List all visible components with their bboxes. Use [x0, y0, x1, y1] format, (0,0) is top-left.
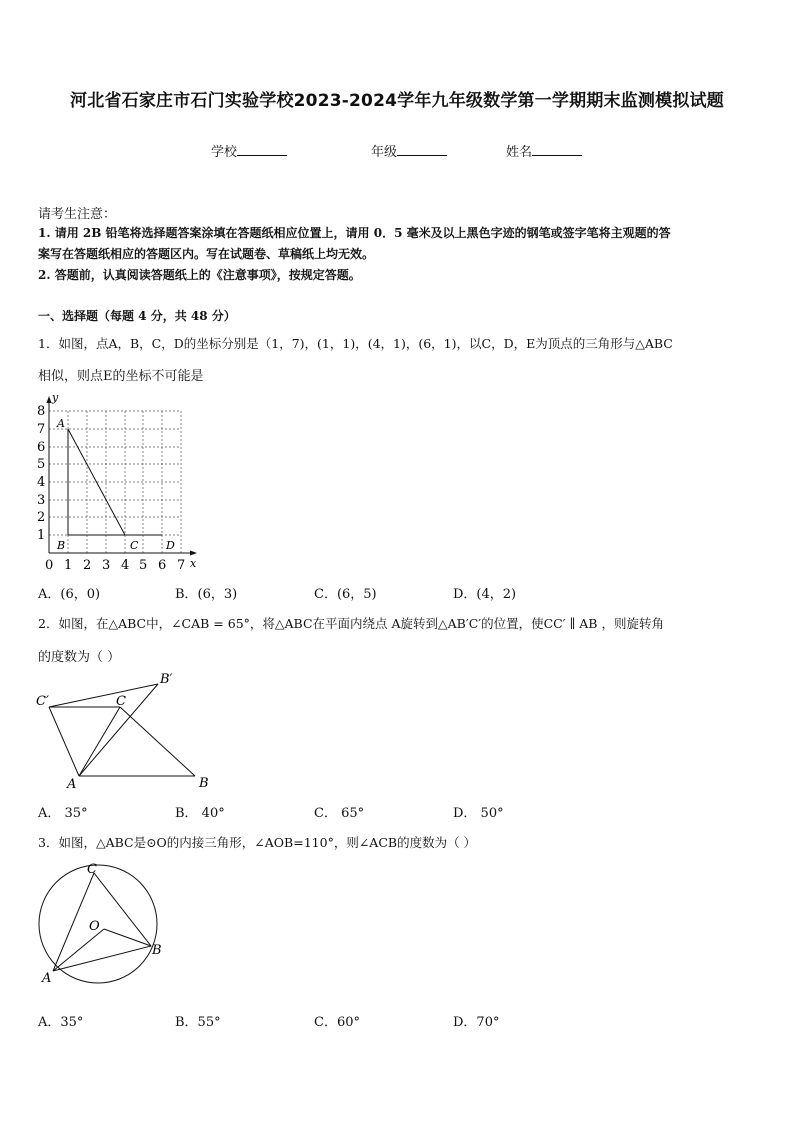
- q3-triangle-abc: [53, 873, 151, 971]
- q3-point-b-label: B: [152, 943, 162, 958]
- q1-y-axis-label: y: [52, 391, 59, 404]
- q2-point-a-label: A: [67, 777, 77, 792]
- q2-text-line2: 的度数为（ ）: [38, 650, 121, 665]
- q1-x-tick-3: 3: [102, 558, 111, 572]
- q1-option-b[interactable]: B．(6，3): [175, 587, 238, 602]
- q2-rotation-figure: [30, 665, 220, 793]
- notice-item1-line2: 案写在答题纸相应的答题区内。写在试题卷、草稿纸上均无效。: [38, 247, 375, 261]
- q2-point-b-label: B: [199, 776, 209, 791]
- q1-option-a[interactable]: A．(6，0): [38, 587, 101, 602]
- section1-heading: 一、选择题（每题 4 分，共 48 分）: [38, 309, 236, 323]
- q3-option-a[interactable]: A．35°: [38, 1015, 84, 1030]
- q1-coordinate-figure: [30, 390, 210, 572]
- q1-point-c-label: C: [130, 539, 139, 552]
- q1-option-d[interactable]: D．(4，2): [453, 587, 517, 602]
- q3-point-o-label: O: [89, 919, 100, 934]
- q1-y-tick-3: 3: [37, 493, 46, 508]
- q1-text-line1: 1．如图，点A，B，C，D的坐标分别是（1，7)，(1，1)，(4，1)，(6，1)，以C，D，E为顶点的三角形与△ABC: [38, 336, 673, 351]
- q1-y-tick-1: 1: [37, 528, 46, 543]
- q1-x-tick-7: 7: [177, 558, 186, 572]
- q1-point-a-label: A: [57, 417, 65, 430]
- q2-point-c-prime-label: C′: [36, 694, 49, 709]
- q1-y-tick-6: 6: [37, 440, 46, 455]
- q1-point-d-label: D: [166, 539, 175, 552]
- q1-triangle-abc: [68, 429, 125, 535]
- notice-heading: 请考生注意：: [38, 207, 117, 222]
- q1-point-b-label: B: [57, 539, 66, 552]
- q1-option-c[interactable]: C．(6，5): [314, 587, 377, 602]
- q2-side-ac-prime: [49, 707, 79, 776]
- q1-x-tick-2: 2: [83, 558, 92, 572]
- q2-side-cb: [120, 707, 195, 776]
- q1-x-tick-4: 4: [121, 558, 130, 572]
- q2-text-line1: 2．如图，在△ABC中，∠CAB = 65°，将△ABC在平面内绕点 A旋转到△AB′C′的位置，使CC′ ∥ AB ，则旋转角: [38, 616, 664, 631]
- q3-option-c[interactable]: C．60°: [314, 1015, 360, 1030]
- q1-x-tick-1: 1: [64, 558, 73, 572]
- q1-x-tick-6: 6: [158, 558, 167, 572]
- name-field: [506, 141, 582, 160]
- grade-field: [371, 141, 447, 160]
- q1-grid: [49, 411, 181, 553]
- school-label: 学校: [211, 145, 238, 160]
- q1-y-tick-2: 2: [37, 510, 46, 525]
- notice-item1-line1: 1. 请用 2B 铅笔将选择题答案涂填在答题纸相应位置上，请用 0．5 毫米及以上黑色字迹的钢笔或签字笔将主观题的答: [38, 226, 671, 240]
- q2-option-d[interactable]: D． 50°: [453, 806, 504, 821]
- page-title: 河北省石家庄市石门实验学校2023-2024学年九年级数学第一学期期末监测模拟试题: [70, 91, 724, 111]
- q2-point-c-label: C: [116, 694, 126, 709]
- q2-point-b-prime-label: B′: [160, 672, 173, 687]
- q2-option-c[interactable]: C． 65°: [314, 806, 365, 821]
- q3-text-line1: 3．如图，△ABC是⊙O的内接三角形，∠AOB=110°，则∠ACB的度数为（ ）: [38, 835, 477, 850]
- q3-point-c-label: C: [87, 862, 97, 877]
- q2-option-a[interactable]: A． 35°: [38, 806, 88, 821]
- q1-y-axis-arrow: [47, 396, 52, 403]
- q1-y-tick-4: 4: [37, 475, 46, 490]
- q3-option-b[interactable]: B．55°: [175, 1015, 221, 1030]
- name-blank: [532, 143, 582, 156]
- q1-x-tick-0: 0: [45, 558, 54, 572]
- name-label: 姓名: [506, 145, 533, 160]
- grade-blank: [397, 143, 447, 156]
- q3-point-a-label: A: [42, 971, 52, 986]
- q1-y-tick-8: 8: [37, 404, 46, 419]
- notice-item2: 2. 答题前，认真阅读答题纸上的《注意事项》，按规定答题。: [38, 268, 361, 282]
- q3-option-d[interactable]: D．70°: [453, 1015, 500, 1030]
- school-blank: [237, 143, 287, 156]
- q1-text-line2: 相似，则点E的坐标不可能是: [38, 369, 204, 384]
- grade-label: 年级: [371, 145, 398, 160]
- q3-circle-figure: [30, 858, 180, 990]
- q2-option-b[interactable]: B． 40°: [175, 806, 225, 821]
- q1-y-tick-7: 7: [37, 422, 46, 437]
- q1-x-axis-arrow: [190, 551, 197, 556]
- school-field: [211, 141, 287, 160]
- q1-x-axis-label: x: [190, 557, 197, 570]
- q2-side-ac: [79, 707, 120, 776]
- q1-y-tick-5: 5: [37, 457, 46, 472]
- q1-x-tick-5: 5: [139, 558, 148, 572]
